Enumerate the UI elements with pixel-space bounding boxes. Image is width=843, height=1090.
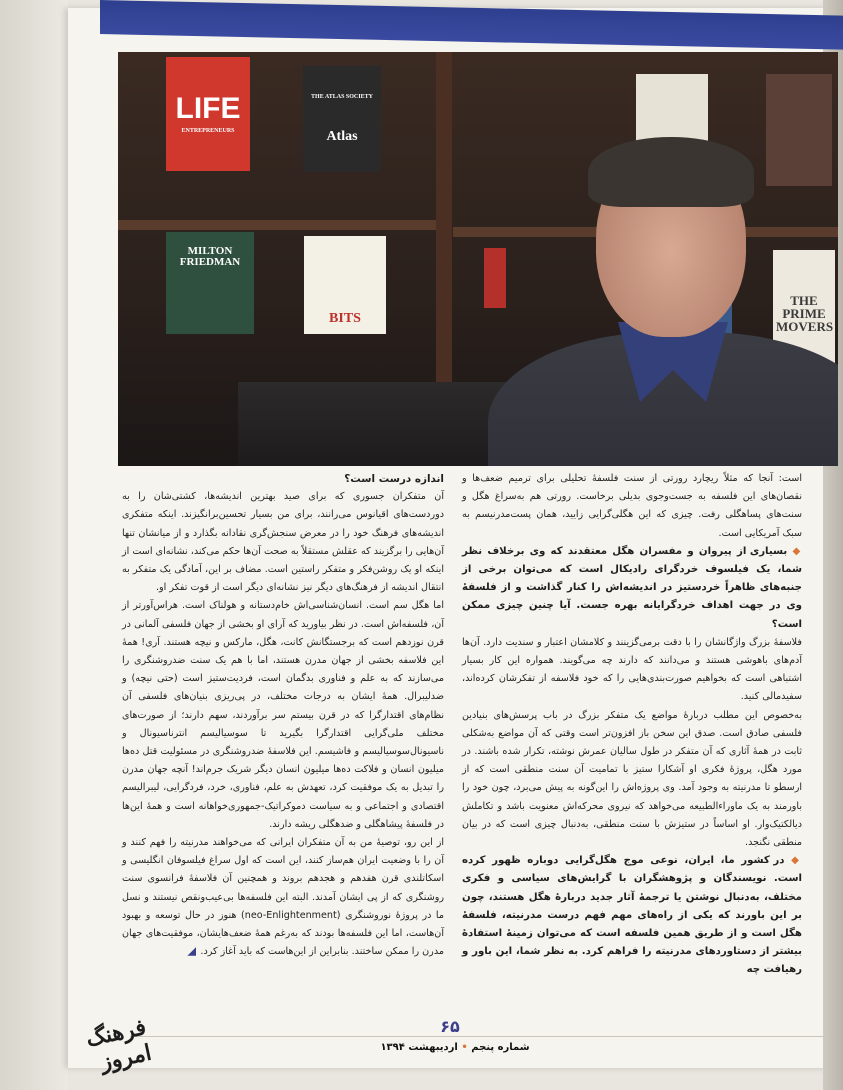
- article-column-left: [122, 470, 444, 961]
- book-title: THE PRIME MOVERS: [776, 292, 834, 334]
- interview-question: [462, 852, 802, 979]
- person-hair: [588, 137, 754, 207]
- book-title: LIFE: [175, 92, 241, 125]
- paragraph: است: آنجا که مثلاً ریچارد رورتی از سنت فلسفهٔ تحلیلی برای ترمیم ضعف‌ها و نقصان‌های این فلسفه به جست‌وجوی بدیلی برخاست. رورتی هم به‌سراغ هگل و سنت‌های پساهگلی رفت. چیزی که این هگلی‌گرایی زایید، همان پست‌مدرنیسم به سبک آمریکایی است.: [462, 473, 802, 539]
- paragraph: به‌خصوص این مطلب دربارهٔ مواضع یک متفکر بزرگ در باب پرسش‌های بنیادین فلسفی صادق است. صدق این سخن باز افزون‌تر است وقتی که آن مواضع به‌شکلی ثابت در همهٔ آثاری که آن متفکر در طول سالیان عمرش نوشته، تکرار شده باشند. در مورد هگل، پروژهٔ فکری او آشکارا ستیز با تمامیت آن سنت منطقی است که از ارسطو تا مدرنیته به وجود آمد. وی پروژه‌اش را این‌گونه به پیش می‌برد، چون خود را باورمند به یک ماوراءالطبیعه می‌خواهد که نیروی محرکه‌اش معنویت باشد و تکاملش دیالکتیک‌وار. او اساساً در ستیزش با سنت منطقی، به‌دنبال چیزی است که در بیان منطقی نگنجد.: [462, 709, 802, 849]
- book-subtitle: THE ATLAS SOCIETY: [311, 94, 373, 100]
- footer-rule: [130, 1036, 830, 1037]
- question-marker-icon: ◆: [787, 545, 803, 557]
- paragraph: [122, 834, 444, 961]
- book-title: Atlas: [326, 129, 358, 144]
- interview-photo: [118, 52, 838, 466]
- book-title: MILTON FRIEDMAN: [179, 245, 241, 268]
- question-marker-icon: ◆: [784, 855, 803, 867]
- separator: •: [461, 1042, 468, 1053]
- issue-info: [370, 1042, 540, 1053]
- paragraph-text: از این رو، توصیهٔ من به آن متفکران ایرانی که می‌خواهند مدرنیته را فهم کنند و آن را با وضعیت ایران هم‌ساز کنند، این است که اول سراغ فیلسوفان انگلیسی و اسکاتلندی قرن هفدهم و هجدهم بروند و همچنین آن فلاسفهٔ فرانسوی سنت روشنگری که از پی ایشان آمدند. البته این فلسفه‌ها بی‌عیب‌ونقص نیستند و نسل ما در پروژهٔ نوروشنگری (neo-Enlightenment) هنوز در حال توسعه و بهبود آن‌هاست، اما این فلسفه‌ها بودند که به‌رغم همهٔ ضعف‌هایشان، موفقیت‌های جهان مدرن را ممکن ساختند. بنابراین از این‌هاست که باید آغاز کرد.: [122, 837, 444, 958]
- paragraph: آن متفکران جسوری که برای صید بهترین اندیشه‌ها، کشتی‌شان را به دوردست‌های اقیانوس می‌رانند، برای من بسیار تحسین‌برانگیزند. اینکه متفکری اندیشه‌های فرهنگ خود را در معرض سنجش‌گری نقادانه بگذارد و از میانشان تنها آن‌هایی را برگزیند که عقلش مستقلاً به صحت آن‌ها حکم می‌کند، نشانه‌ای است از اینکه او یک روشن‌فکر و متفکر راستین است. مضاف بر این، آمادگی یک متفکر به انتقال اندیشه از فرهنگ‌های دیگر نیز نشانه‌ای دیگر است از قوت تفکر او.: [122, 491, 444, 594]
- issue-date: اردیبهشت ۱۳۹۴: [380, 1042, 458, 1053]
- question-text: بسیاری از پیروان و مفسران هگل معتقدند که وی برخلاف نظر شما، یک فیلسوف خردگرای رادیکال است که می‌توان برخی از جنبه‌های ظاهراً خردستیز در اندیشه‌اش را کنار گذاشت و از فلسفهٔ وی در جهت اهداف خردگرایانه بهره جست. آیا چنین چیزی ممکن است؟: [462, 545, 802, 630]
- issue-number: شماره پنجم: [471, 1042, 530, 1053]
- book-title: BITS: [329, 311, 361, 326]
- book-cover: [304, 236, 386, 334]
- page-number: ۶۵: [440, 1017, 460, 1036]
- question-text: در کشور ما، ایران، نوعی موج هگل‌گرایی دوباره ظهور کرده است. نویسندگان و پژوهشگران با گرایش‌های سیاسی و فکری مختلف، به‌دنبال نوشتن یا ترجمهٔ آثار جدید دربارهٔ هگل هستند، چون بر این باورند که یکی از راه‌های مهم فهم درست مدرنیته، فلسفهٔ هگل است و از طریق همین فلسفه است که می‌توان زمینهٔ استفادهٔ بیشتر از دستاوردهای مدرنیته را فراهم کرد. به نظر شما، این باور و رهیافت چه: [462, 855, 802, 976]
- book-cover: [166, 232, 254, 334]
- bookshelf: [118, 220, 448, 230]
- paragraph: اما هگل سم است. انسان‌شناسی‌اش خام‌دستانه و هولناک است. هراس‌آورتر از آن، فلسفه‌اش است. در نظر بیاورید که آرای او بخشی از جهان فلسفی آلمانی در قرن نوزدهم است که برجستگانش کانت، هگل، مارکس و نیچه هستند. آری! همهٔ این فلاسفه بخشی از جهان مدرن هستند، اما با هم یک سنت ضدروشنگری را می‌سازند که به علم و فناوری بدگمان است، فردیت‌ستیز است (حتی نیچه) و ضدلیبرال. همهٔ ایشان به درجات مختلف، در پی‌ریزی بنیان‌های فلسفی آن نظام‌های اقتدارگرا که در قرن بیستم سر برآوردند، سهم دارند؛ از صورت‌های مختلف ملی‌گرایی اقتدارگرا بگیرید تا سوسیالیسم انترناسیونال و ناسیونال‌سوسیالیسم و فاشیسم. این فلاسفهٔ ضدروشنگری در مسئولیت قتل ده‌ها میلیون انسان و فلاکت ده‌ها میلیون انسان دیگر شریک جرم‌اند! آنچه جهان مدرن را تبدیل به یک موفقیت کرد، تعهدش به علم، فناوری، خرد، فردگرایی، لیبرالیسم اقتصادی و اجتماعی و به سیاست دموکراتیک-جمهوری‌خواهانه است و همهٔ این‌ها در فلسفهٔ پیشاهگلی و ضدهگلی ریشه دارند.: [122, 600, 444, 830]
- end-of-article-icon: [187, 947, 196, 956]
- binding-spine: [0, 0, 68, 1090]
- book-subtitle: ENTREPRENEURS: [181, 128, 235, 134]
- interview-question: [462, 543, 802, 634]
- book-cover: [166, 57, 250, 171]
- magazine-logo: فرهنگ امروز: [83, 1014, 154, 1076]
- book-cover: [303, 66, 381, 172]
- question-continuation: اندازه درست است؟: [344, 473, 444, 485]
- article-column-right: [462, 470, 802, 980]
- book-spine: [484, 248, 506, 308]
- paragraph: فلاسفهٔ بزرگ واژگانشان را با دقت برمی‌گزینند و کلامشان اعتبار و سندیت دارد. آن‌ها آدم‌های باهوشی هستند و می‌دانند که دارند چه می‌گویند. همواره این کار بسیار اشتباهی است که بخواهیم صورت‌بندی‌هایی را که خود فلاسفه از تفکرشان کرده‌اند، سفیدمالی کنید.: [462, 636, 802, 703]
- book-cover: [766, 74, 832, 186]
